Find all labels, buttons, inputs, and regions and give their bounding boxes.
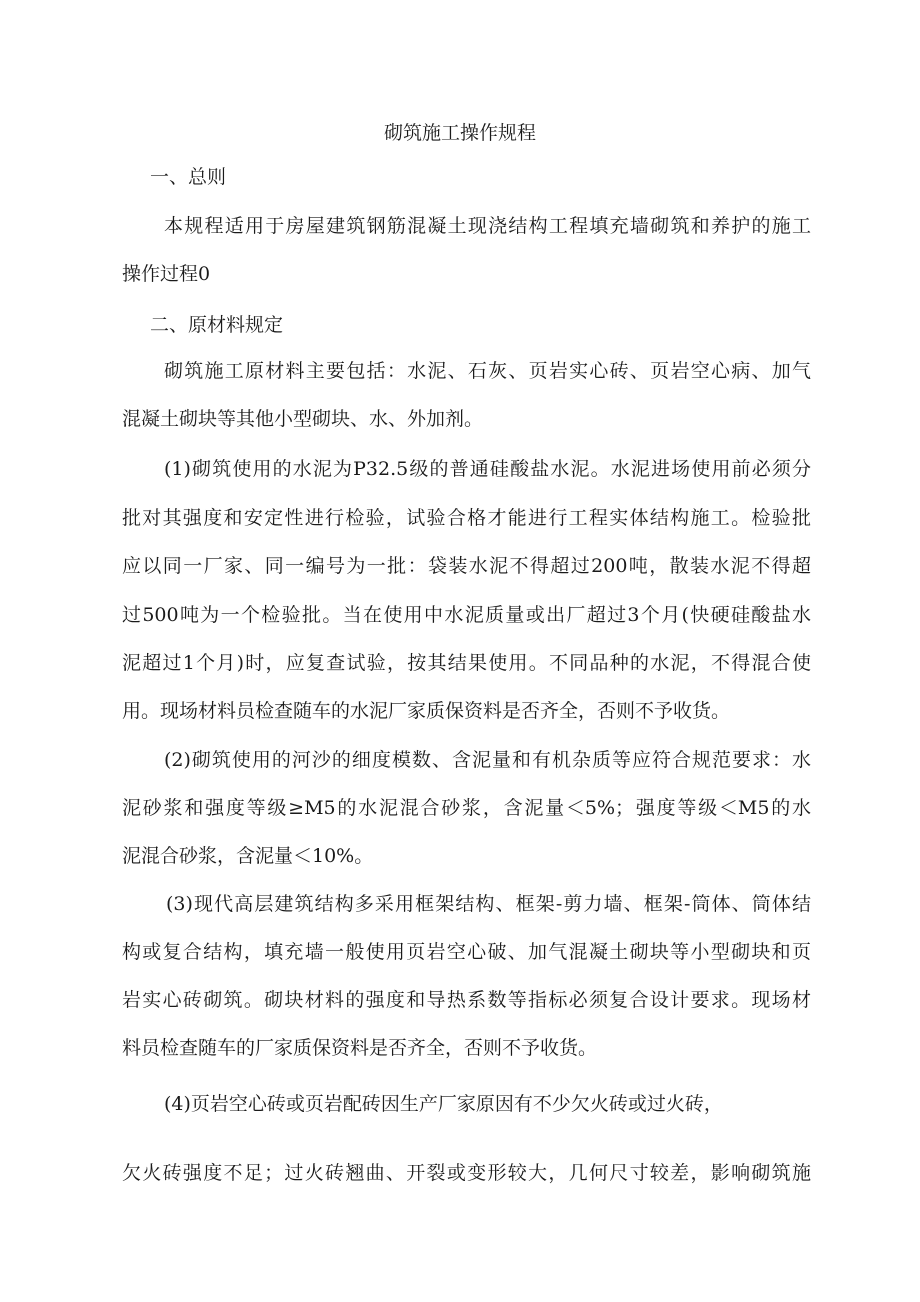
paragraph-line: 用。现场材料员检查随车的水泥厂家质保资料是否齐全，否则不予收货。: [122, 700, 731, 722]
paragraph-line: (4)页岩空心砖或页岩配砖因生产厂家原因有不少欠火砖或过火砖，: [164, 1093, 723, 1115]
paragraph-line: 料员检查随车的厂家质保资料是否齐全，否则不予收货。: [122, 1037, 598, 1059]
paragraph-line: 混凝土砌块等其他小型砌块、水、外加剂。: [122, 408, 484, 430]
paragraph-line: 泥混合砂浆，含泥量＜10%。: [122, 845, 374, 867]
paragraph-line: 本规程适用于房屋建筑钢筋混凝土现浇结构工程填充墙砌筑和养护的施工: [164, 215, 811, 237]
paragraph-line: 操作过程0: [122, 263, 211, 285]
paragraph-line: 应以同一厂家、同一编号为一批：袋装水泥不得超过200吨，散装水泥不得超: [122, 555, 811, 577]
paragraph-line: (3)现代高层建筑结构多采用框架结构、框架-剪力墙、框架-筒体、筒体结: [166, 893, 811, 915]
paragraph-line: 砌筑施工原材料主要包括：水泥、石灰、页岩实心砖、页岩空心病、加气: [164, 360, 811, 382]
paragraph-line: (1)砌筑使用的水泥为P32.5级的普通硅酸盐水泥。水泥进场使用前必须分: [164, 458, 811, 480]
paragraph-line: 泥超过1个月)时，应复查试验，按其结果使用。不同品种的水泥，不得混合使: [122, 652, 811, 674]
paragraph-line: 构或复合结构，填充墙一般使用页岩空心破、加气混凝土砌块等小型砌块和页: [122, 941, 811, 963]
section-heading-general: 一、总则: [150, 166, 227, 188]
paragraph-line: 批对其强度和安定性进行检验，试验合格才能进行工程实体结构施工。检验批: [122, 507, 811, 529]
paragraph-line: 泥砂浆和强度等级≥M5的水泥混合砂浆，含泥量＜5%；强度等级＜M5的水: [122, 797, 811, 819]
paragraph-line: 过500吨为一个检验批。当在使用中水泥质量或出厂超过3个月(快硬硅酸盐水: [122, 604, 811, 626]
paragraph-line: 欠火砖强度不足；过火砖翘曲、开裂或变形较大，几何尺寸较差，影响砌筑施: [122, 1162, 811, 1184]
paragraph-line: 岩实心砖砌筑。砌块材料的强度和导热系数等指标必须复合设计要求。现场材: [122, 989, 811, 1011]
section-heading-materials: 二、原材料规定: [150, 314, 284, 336]
page-title: 砌筑施工操作规程: [383, 122, 536, 144]
paragraph-line: (2)砌筑使用的河沙的细度模数、含泥量和有机杂质等应符合规范要求：水: [164, 749, 811, 771]
